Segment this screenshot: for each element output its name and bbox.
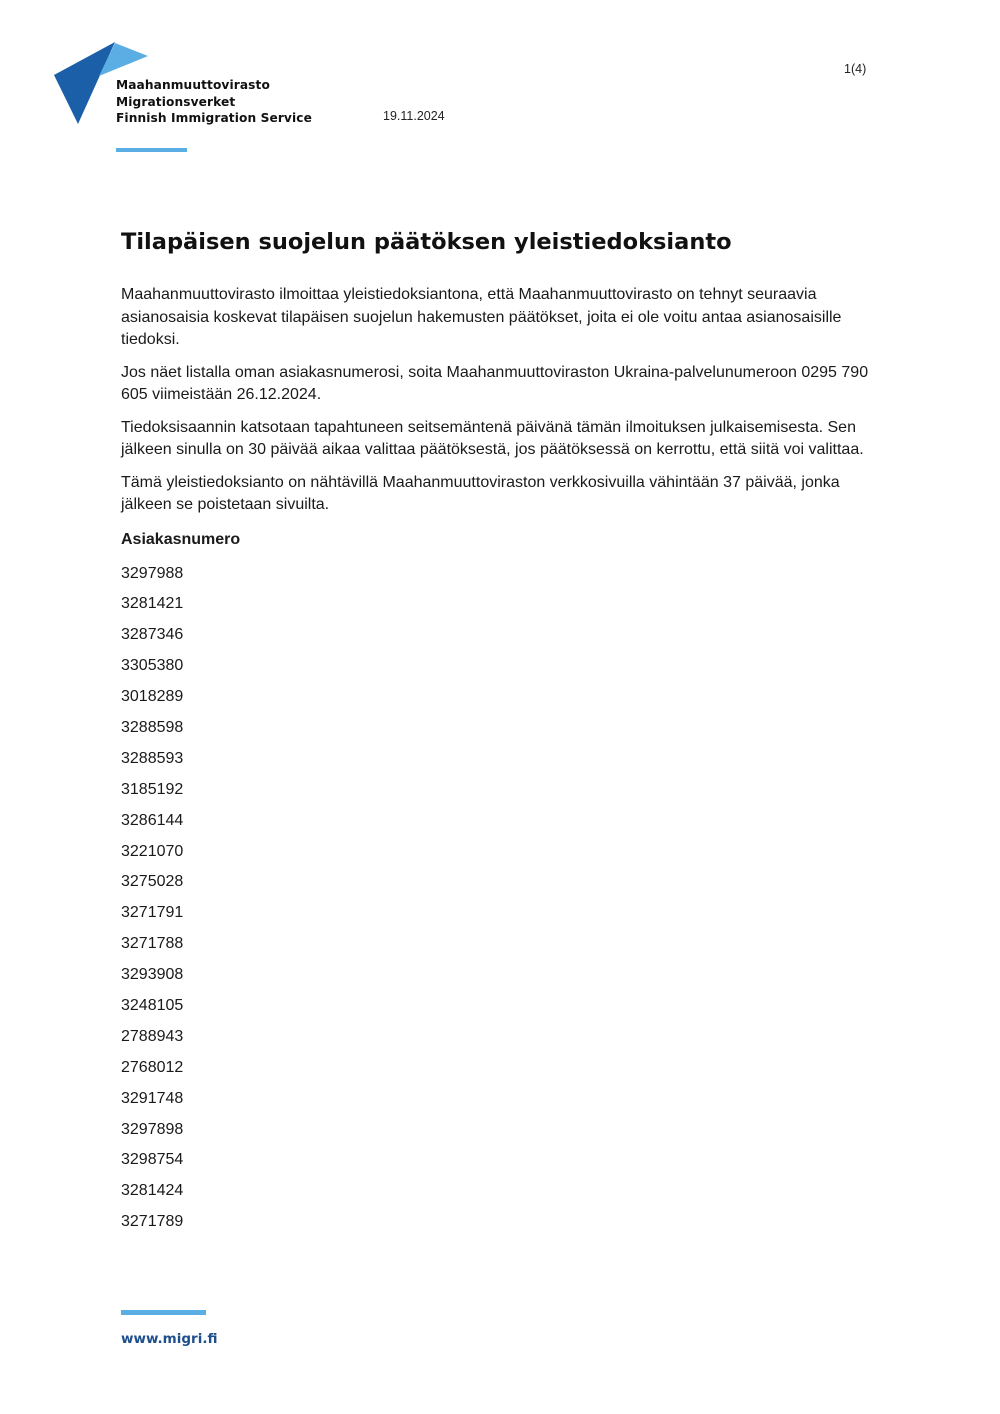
customer-number: 3297988 bbox=[121, 564, 184, 582]
customer-number: 3293908 bbox=[121, 966, 184, 984]
customer-number: 3305380 bbox=[121, 657, 184, 675]
org-name-swedish: Migrationsverket bbox=[116, 94, 236, 109]
customer-number: 3288598 bbox=[121, 718, 184, 736]
customer-number: 3275028 bbox=[121, 873, 184, 891]
customer-number: 2788943 bbox=[121, 1027, 184, 1045]
customer-number: 3281424 bbox=[121, 1182, 184, 1200]
footer-accent-bar bbox=[121, 1310, 206, 1315]
paragraph-appeal: Tiedoksisaannin katsotaan tapahtuneen seitsemäntenä päivänä tämän ilmoituksen julkaisemisesta. Sen jälkeen sinulla on 30 päivää aikaa valittaa päätöksestä, jos päätöksessä on kerrottu, että siitä voi valittaa. bbox=[121, 418, 864, 458]
customer-number: 3297898 bbox=[121, 1120, 184, 1138]
customer-number: 2768012 bbox=[121, 1058, 184, 1076]
paragraph-intro: Maahanmuuttovirasto ilmoittaa yleistiedoksiantona, että Maahanmuuttovirasto on tehnyt seuraavia asianosaisia koskevat tilapäisen suojelun hakemusten päätökset, joita ei ole voitu antaa asianosaisille tiedoksi. bbox=[121, 286, 842, 348]
customer-number: 3271791 bbox=[121, 904, 184, 922]
org-name-finnish: Maahanmuuttovirasto bbox=[116, 78, 270, 92]
customer-number: 3221070 bbox=[121, 842, 184, 860]
footer-website-link[interactable]: www.migri.fi bbox=[121, 1331, 218, 1347]
customer-number: 3287346 bbox=[121, 626, 184, 644]
customer-number: 3018289 bbox=[121, 688, 184, 706]
document-body bbox=[121, 224, 881, 1238]
organization-names bbox=[116, 77, 312, 127]
customer-number: 3271789 bbox=[121, 1213, 184, 1231]
document-date: 19.11.2024 bbox=[383, 109, 445, 123]
org-name-english: Finnish Immigration Service bbox=[116, 111, 312, 125]
customer-number: 3288593 bbox=[121, 749, 184, 767]
customer-number: 3248105 bbox=[121, 996, 184, 1014]
customer-number: 3281421 bbox=[121, 595, 184, 613]
customer-number: 3185192 bbox=[121, 780, 184, 798]
paragraph-contact: Jos näet listalla oman asiakasnumerosi, soita Maahanmuuttoviraston Ukraina-palvelunumeroon 0295 790 605 viimeistään 26.12.2024. bbox=[121, 363, 869, 403]
customer-number: 3298754 bbox=[121, 1151, 184, 1169]
page-number: 1(4) bbox=[844, 62, 867, 76]
customer-number-list bbox=[121, 559, 881, 1239]
paragraph-availability: Tämä yleistiedoksianto on nähtävillä Maahanmuuttoviraston verkkosivuilla vähintään 37 päivää, jonka jälkeen se poistetaan sivuilta. bbox=[121, 473, 840, 513]
customer-number-heading: Asiakasnumero bbox=[121, 530, 241, 548]
customer-number: 3286144 bbox=[121, 811, 184, 829]
customer-number: 3271788 bbox=[121, 935, 184, 953]
customer-number: 3291748 bbox=[121, 1089, 184, 1107]
header-accent-bar bbox=[116, 148, 187, 152]
document-title: Tilapäisen suojelun päätöksen yleistiedoksianto bbox=[121, 229, 732, 255]
logo-dark-triangle bbox=[54, 42, 115, 124]
